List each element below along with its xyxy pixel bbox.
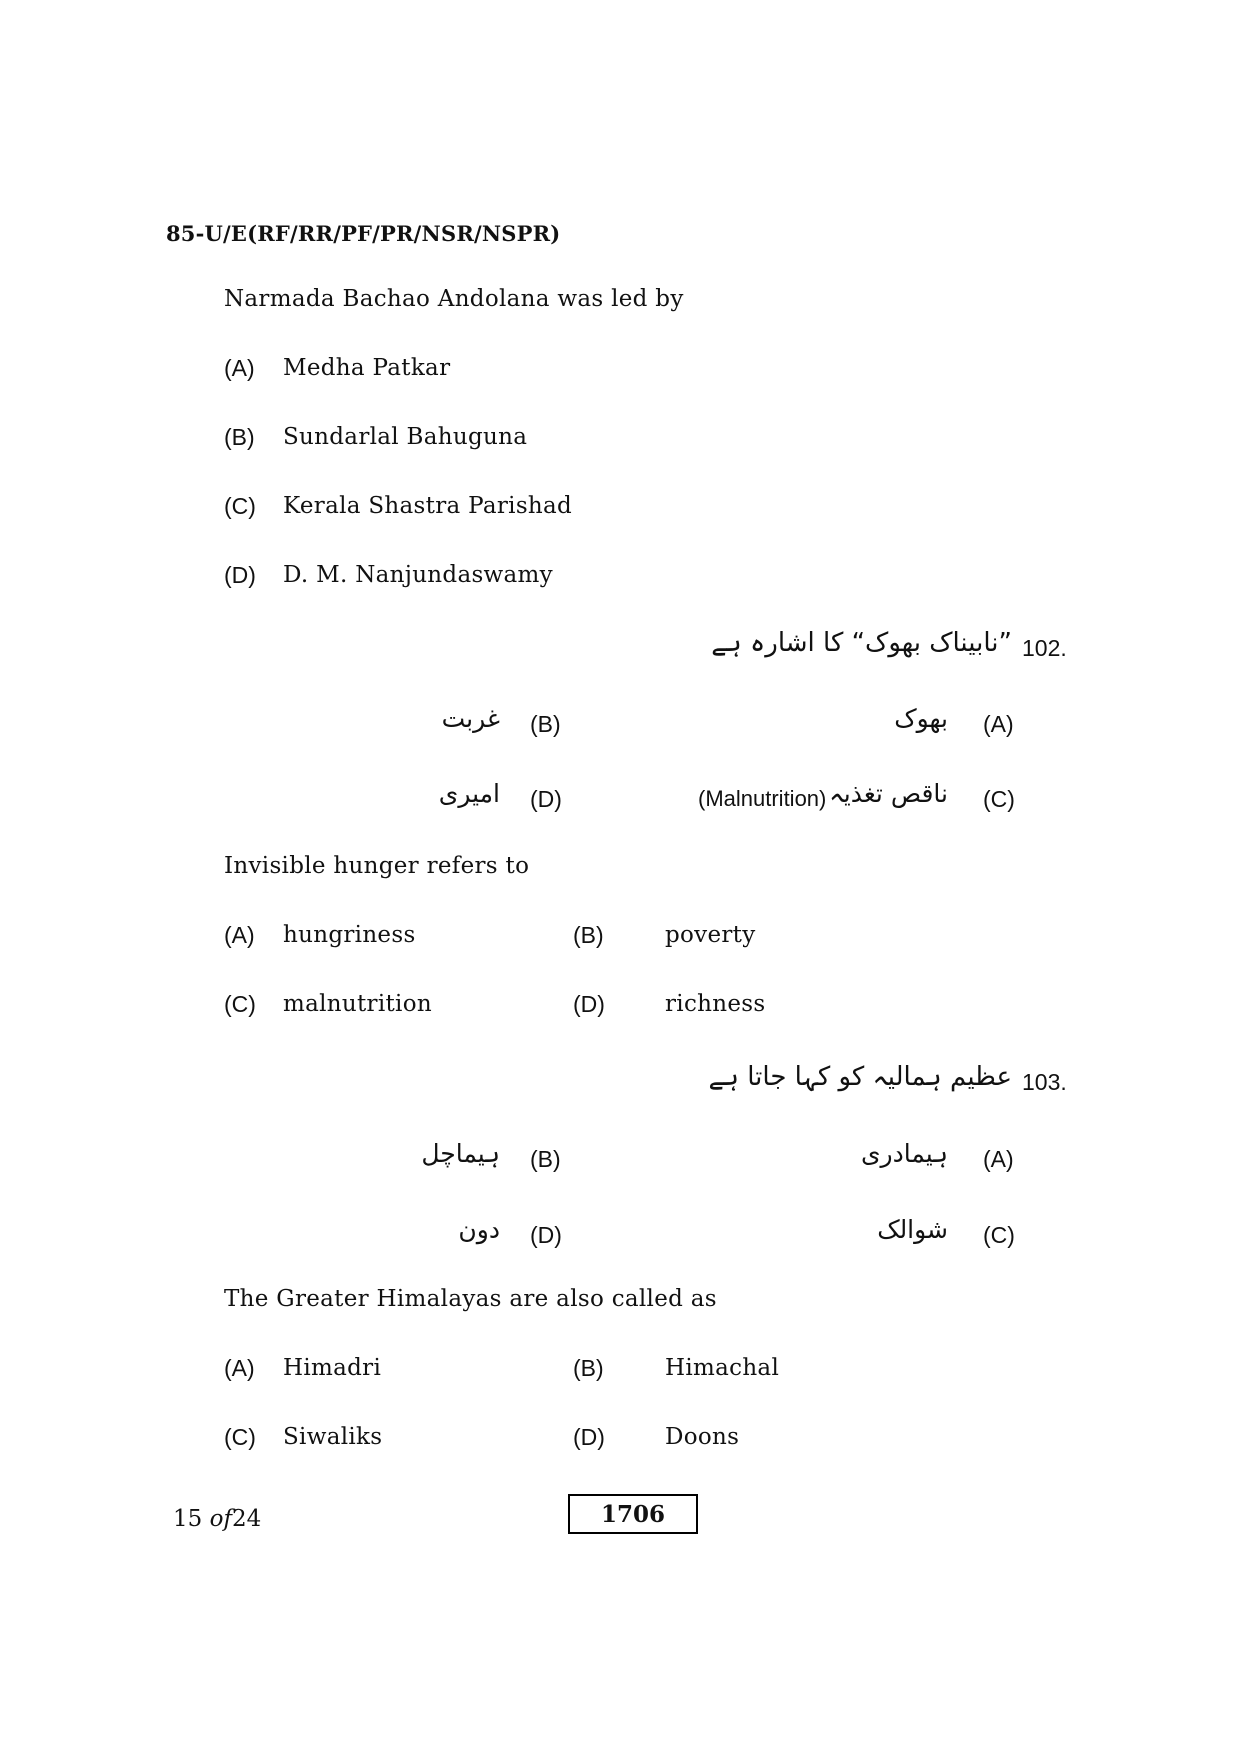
page-total: 24 [231,1506,262,1532]
q102-urdu-option-b-label: (B) [530,711,561,737]
q101-option-a-label: (A) [224,355,255,381]
q102-option-c-label: (C) [224,991,256,1017]
question-103-number: 103. [1022,1069,1067,1095]
page-indicator [173,1506,261,1532]
question-102-urdu-text: ”نابیناک بھوک“ کا اشارہ ہے [711,628,1012,658]
q102-option-c-text: malnutrition [283,991,432,1017]
q101-option-b-label: (B) [224,424,255,450]
q101-option-d-text: D. M. Nanjundaswamy [283,562,553,588]
q103-urdu-option-c-text: شوالک [877,1215,948,1244]
question-103-english-text: The Greater Himalayas are also called as [224,1286,717,1312]
page-current: 15 [173,1506,203,1532]
q103-urdu-option-c-label: (C) [983,1222,1015,1248]
q103-urdu-option-b-label: (B) [530,1146,561,1172]
paper-code: 85-U/E(RF/RR/PF/PR/NSR/NSPR) [166,221,561,246]
q102-option-d-text: richness [665,991,766,1017]
q102-urdu-option-c-english-gloss: (Malnutrition) [698,786,827,811]
q103-option-c-text: Siwaliks [283,1424,383,1450]
q103-option-d-text: Doons [665,1424,740,1450]
q102-option-b-text: poverty [665,922,756,948]
q102-option-a-text: hungriness [283,922,416,948]
q103-option-c-label: (C) [224,1424,256,1450]
q103-urdu-option-b-text: ہیماچل [421,1139,500,1168]
q102-option-d-label: (D) [573,991,605,1017]
q103-urdu-option-a-text: ہیمادری [860,1139,948,1168]
q101-option-a-text: Medha Patkar [283,355,451,381]
q102-urdu-option-c-text: ناقص تغذیہ [829,779,948,808]
q102-urdu-option-a-text: بھوک [894,704,948,733]
q101-option-d-label: (D) [224,562,256,588]
page-of: of [209,1506,232,1532]
q102-urdu-option-d-label: (D) [530,786,562,812]
q103-option-a-label: (A) [224,1355,255,1381]
q103-option-b-label: (B) [573,1355,604,1381]
q103-urdu-option-d-text: دون [458,1215,500,1244]
question-101-text: Narmada Bachao Andolana was led by [224,286,684,312]
q102-urdu-option-b-text: غربت [441,704,500,733]
q103-urdu-option-a-label: (A) [983,1146,1014,1172]
q102-option-a-label: (A) [224,922,255,948]
q102-urdu-option-c-label: (C) [983,786,1015,812]
q103-option-b-text: Himachal [665,1355,780,1381]
q101-option-c-label: (C) [224,493,256,519]
question-102-number: 102. [1022,635,1067,661]
question-103-urdu-text: عظیم ہمالیہ کو کہا جاتا ہے [708,1062,1012,1092]
q102-urdu-option-d-text: امیری [438,779,500,808]
q101-option-b-text: Sundarlal Bahuguna [283,424,528,450]
booklet-code: 1706 [600,1500,665,1528]
question-102-english-text: Invisible hunger refers to [224,853,530,879]
booklet-code-box [568,1494,698,1534]
q101-option-c-text: Kerala Shastra Parishad [283,493,573,519]
q102-urdu-option-a-label: (A) [983,711,1014,737]
q103-option-d-label: (D) [573,1424,605,1450]
q103-urdu-option-d-label: (D) [530,1222,562,1248]
q103-option-a-text: Himadri [283,1355,382,1381]
q102-option-b-label: (B) [573,922,604,948]
